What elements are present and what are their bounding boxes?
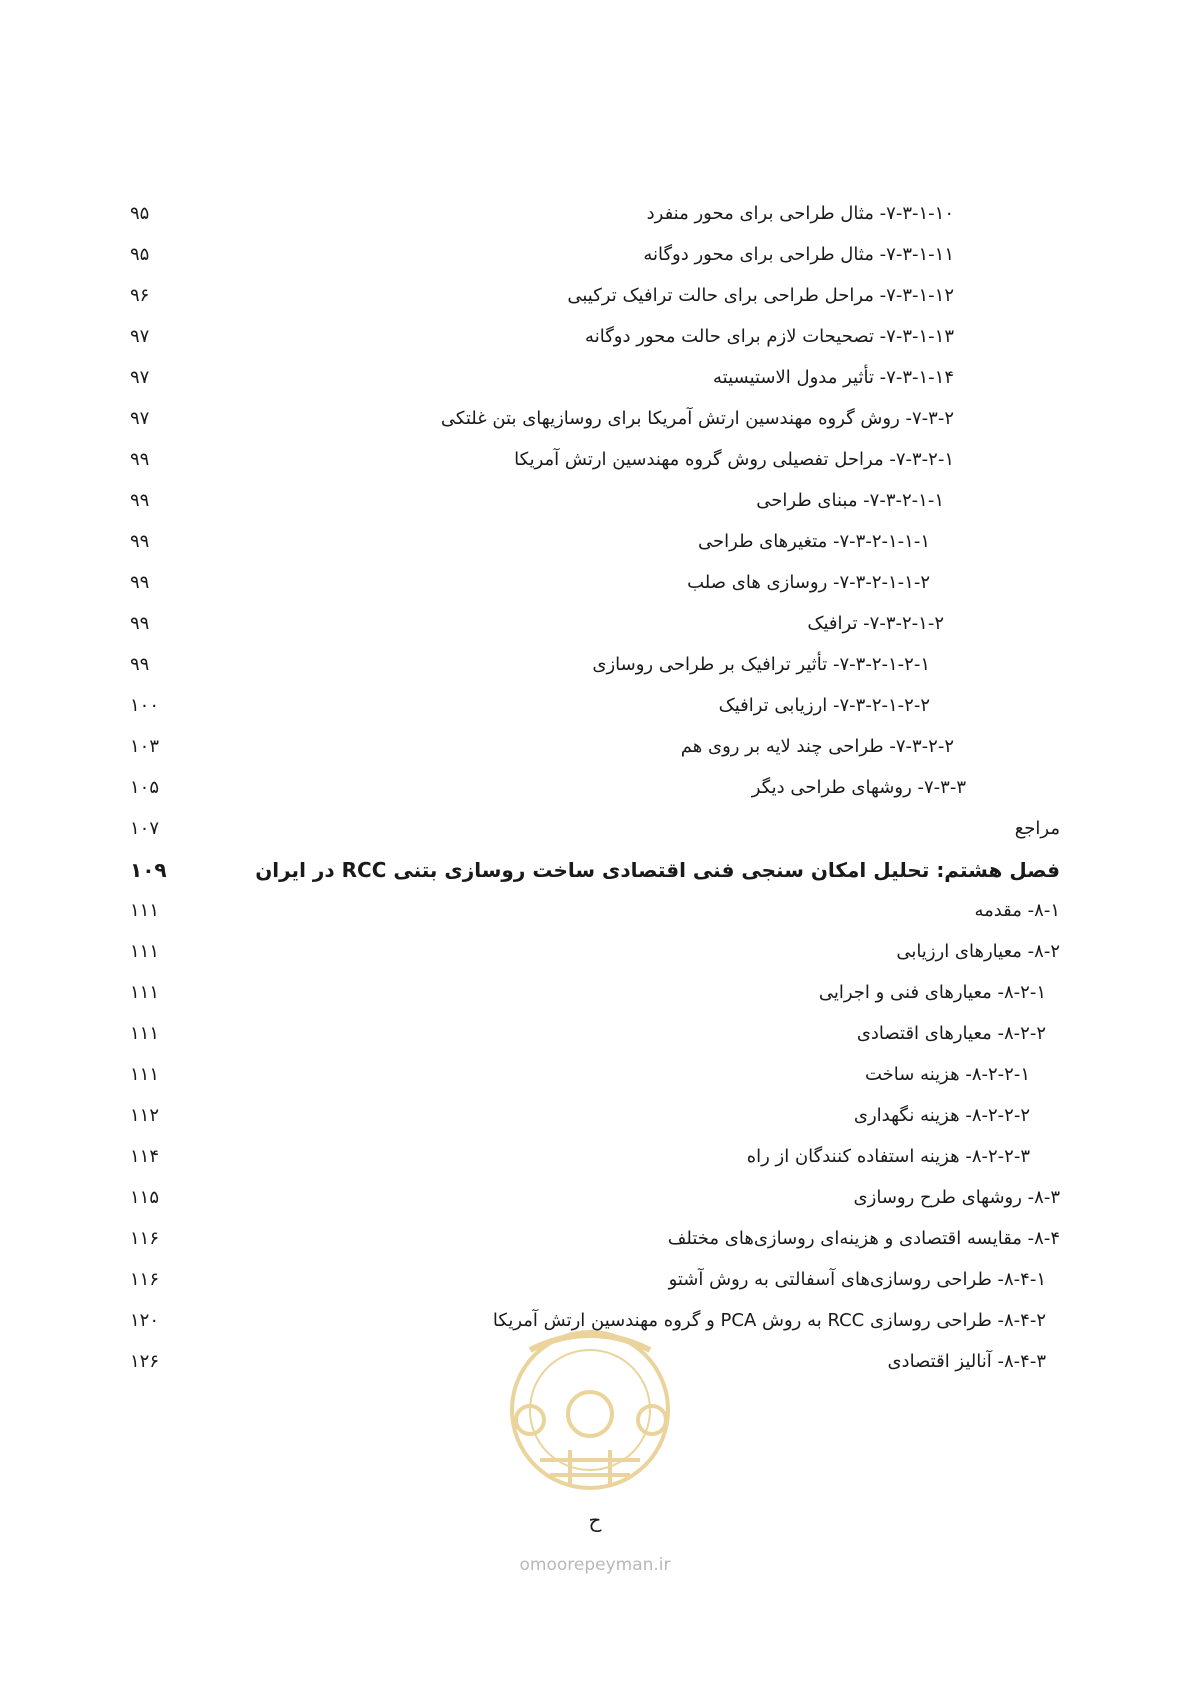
toc-entry-title: ۷-۳-۱-۱۰- مثال طراحی برای محور منفرد <box>646 203 954 224</box>
toc-entry-page: ۹۹ <box>130 531 150 552</box>
toc-entry <box>130 1016 1060 1052</box>
toc-entry-page: ۱۱۱ <box>130 941 160 962</box>
toc-entry-title: ۷-۳-۲- روش گروه مهندسین ارتش آمریکا برای روسازیهای بتن غلتکی <box>440 408 954 429</box>
toc-entry <box>130 811 1060 847</box>
toc-entry-title: ۸-۴- مقایسه اقتصادی و هزینه‌ای روسازی‌های مختلف <box>667 1228 1060 1249</box>
toc-entry <box>130 524 1060 560</box>
toc-entry-page: ۱۱۱ <box>130 900 160 921</box>
toc-entry-page: ۱۱۵ <box>130 1187 160 1208</box>
toc-entry <box>130 1139 1060 1175</box>
chapter-heading <box>130 852 1060 888</box>
toc-entry <box>130 729 1060 765</box>
toc-entry-page: ۱۰۵ <box>130 777 160 798</box>
toc-entry-title: ۷-۳-۲-۲- طراحی چند لایه بر روی هم <box>680 736 954 757</box>
toc-entry-title: ۸-۴-۲- طراحی روسازی RCC به روش PCA و گروه مهندسین ارتش آمریکا <box>492 1310 1046 1331</box>
toc-entry <box>130 688 1060 724</box>
toc-entry-title: ۷-۳-۲-۱-۲-۱- تأثیر ترافیک بر طراحی روسازی <box>592 654 930 675</box>
toc-entry-page: ۱۱۱ <box>130 1064 160 1085</box>
toc-entry <box>130 1221 1060 1257</box>
toc-entry <box>130 1098 1060 1134</box>
toc-entry-page: ۹۷ <box>130 326 150 347</box>
toc-entry-title: ۷-۳-۱-۱۴- تأثیر مدول الاستیسیته <box>713 367 954 388</box>
toc-entry-page: ۱۱۶ <box>130 1269 160 1290</box>
toc-entry <box>130 975 1060 1011</box>
toc-entry <box>130 1180 1060 1216</box>
toc-entry-title: ۸-۲-۲-۱- هزینه ساخت <box>865 1064 1030 1085</box>
toc-entry-page: ۹۷ <box>130 408 150 429</box>
toc-entry-page: ۹۶ <box>130 285 150 306</box>
toc-entry-page: ۱۲۶ <box>130 1351 160 1372</box>
toc-entry-page: ۱۰۰ <box>130 695 160 716</box>
toc-entry-title: ۷-۳-۲-۱-۲- ترافیک <box>807 613 944 634</box>
toc-entry-page: ۹۹ <box>130 654 150 675</box>
toc-entry-title: ۷-۳-۳- روشهای طراحی دیگر <box>751 777 966 798</box>
toc-entry-title: ۸-۲- معیارهای ارزیابی <box>896 941 1060 962</box>
toc-entry-page: ۱۱۱ <box>130 982 160 1003</box>
toc-entry-title: ۸-۲-۲-۳- هزینه استفاده کنندگان از راه <box>746 1146 1030 1167</box>
toc-entry <box>130 319 1060 355</box>
toc-entry <box>130 1344 1060 1380</box>
toc-entry <box>130 606 1060 642</box>
toc-entry-page: ۱۱۶ <box>130 1228 160 1249</box>
toc-entry-title: ۷-۳-۱-۱۲- مراحل طراحی برای حالت ترافیک ترکیبی <box>567 285 954 306</box>
toc-entry-title: ۷-۳-۱-۱۳- تصحیحات لازم برای حالت محور دوگانه <box>585 326 954 347</box>
toc-entry-title: ۸-۴-۱- طراحی روسازی‌های آسفالتی به روش آشتو <box>668 1269 1046 1290</box>
toc-entry-page: ۹۵ <box>130 244 150 265</box>
toc-entry <box>130 442 1060 478</box>
toc-entry-page: ۱۱۱ <box>130 1023 160 1044</box>
toc-entry <box>130 237 1060 273</box>
chapter-heading-title: فصل هشتم: تحلیل امکان سنجی فنی اقتصادی ساخت روسازی بتنی RCC در ایران <box>255 858 1060 882</box>
toc-entry-title: ۸-۲-۲- معیارهای اقتصادی <box>856 1023 1046 1044</box>
toc-entry-title: ۷-۳-۲-۱-۱-۱- متغیرهای طراحی <box>698 531 930 552</box>
toc-entry <box>130 360 1060 396</box>
page-letter: ح <box>588 1508 602 1532</box>
toc-entry-title: مراجع <box>1014 818 1060 839</box>
toc-entry-page: ۱۱۲ <box>130 1105 160 1126</box>
toc-entry-page: ۹۹ <box>130 613 150 634</box>
toc-entry <box>130 647 1060 683</box>
toc-entry <box>130 196 1060 232</box>
toc-entry-title: ۸-۴-۳- آنالیز اقتصادی <box>887 1351 1046 1372</box>
toc-entry-page: ۱۱۴ <box>130 1146 160 1167</box>
toc-entry <box>130 401 1060 437</box>
toc-entry <box>130 1262 1060 1298</box>
toc-entry-title: ۷-۳-۲-۱- مراحل تفصیلی روش گروه مهندسین ارتش آمریکا <box>514 449 954 470</box>
toc-entry-title: ۸-۲-۲-۲- هزینه نگهداری <box>853 1105 1030 1126</box>
watermark-site: omoorepeyman.ir <box>519 1555 671 1575</box>
toc-entry-title: ۸-۳- روشهای طرح روسازی <box>853 1187 1060 1208</box>
toc-entry-title: ۷-۳-۲-۱-۱-۲- روسازی های صلب <box>687 572 930 593</box>
toc-entry-page: ۹۹ <box>130 572 150 593</box>
toc-entry <box>130 770 1060 806</box>
toc-entry-page: ۹۷ <box>130 367 150 388</box>
chapter-heading-page: ۱۰۹ <box>130 858 167 882</box>
toc-entry-title: ۸-۱- مقدمه <box>974 900 1060 921</box>
toc-entry-page: ۹۵ <box>130 203 150 224</box>
toc-entry-page: ۱۰۷ <box>130 818 160 839</box>
toc-entry-page: ۱۲۰ <box>130 1310 160 1331</box>
toc-entry-page: ۱۰۳ <box>130 736 160 757</box>
toc-entry <box>130 483 1060 519</box>
toc-entry-title: ۷-۳-۲-۱-۱- مبنای طراحی <box>756 490 944 511</box>
toc-entry <box>130 278 1060 314</box>
toc-entry-page: ۹۹ <box>130 449 150 470</box>
toc-entry <box>130 565 1060 601</box>
toc-entry <box>130 1057 1060 1093</box>
toc-entry <box>130 893 1060 929</box>
toc-entry <box>130 934 1060 970</box>
toc-entry <box>130 1303 1060 1339</box>
toc-entry-page: ۹۹ <box>130 490 150 511</box>
toc-entry-title: ۸-۲-۱- معیارهای فنی و اجرایی <box>818 982 1046 1003</box>
toc-entry-title: ۷-۳-۱-۱۱- مثال طراحی برای محور دوگانه <box>643 244 954 265</box>
toc-entry-title: ۷-۳-۲-۱-۲-۲- ارزیابی ترافیک <box>718 695 930 716</box>
